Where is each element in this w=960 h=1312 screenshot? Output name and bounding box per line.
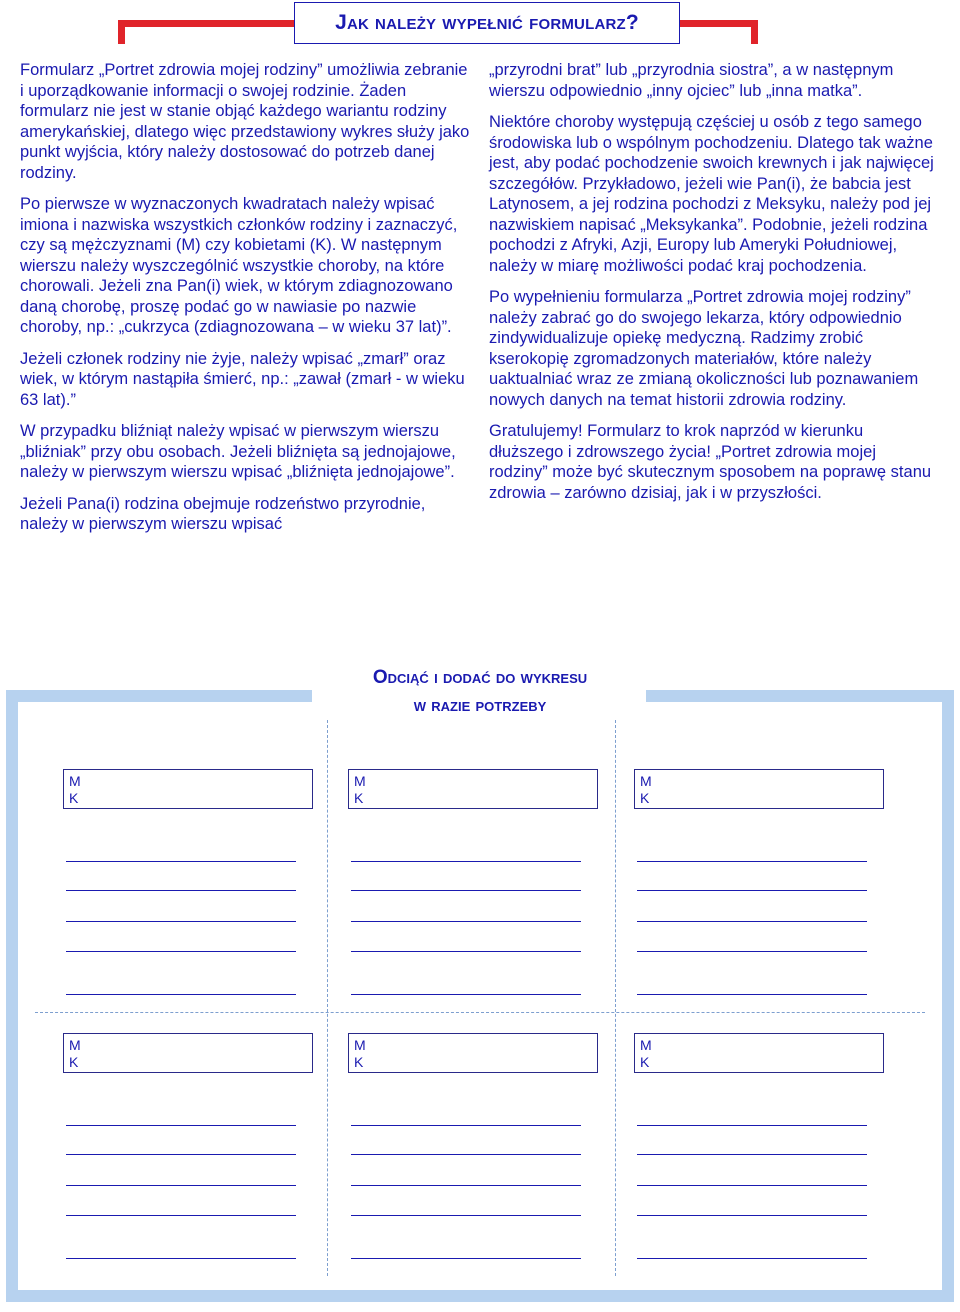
female-label: K (640, 1054, 650, 1070)
write-in-line[interactable] (66, 861, 296, 862)
paragraph: Po wypełnieniu formularza „Portret zdrowia mojej rodziny” należy zabrać go do swojego lekarza, który odpowiednio zindywidualizuje opiekę medyczną. Radzimy zrobić kserokopię zgromadzonych materiałów, które należy uaktualniać wraz ze zmianą okoliczności lub poznawaniem nowych danych na temat historii zdrowia rodziny. (489, 288, 919, 409)
male-label: M (354, 773, 366, 789)
write-in-line[interactable] (637, 921, 867, 922)
member-name-box[interactable] (634, 769, 884, 809)
female-label: K (354, 1054, 364, 1070)
cutout-title-line2: w razie potrzeby (413, 695, 547, 716)
write-in-line[interactable] (351, 1185, 581, 1186)
write-in-line[interactable] (66, 1185, 296, 1186)
cutout-title-line1: Odciąć i dodać do wykresu (372, 667, 588, 688)
right-text-column (489, 60, 939, 514)
write-in-line[interactable] (66, 994, 296, 995)
write-in-line[interactable] (351, 951, 581, 952)
male-label: M (69, 1037, 81, 1053)
write-in-line[interactable] (637, 1215, 867, 1216)
cut-line-vertical (327, 720, 328, 1276)
write-in-line[interactable] (351, 921, 581, 922)
left-text-column (20, 60, 470, 546)
write-in-line[interactable] (351, 994, 581, 995)
member-name-box[interactable] (348, 1033, 598, 1073)
write-in-line[interactable] (66, 1154, 296, 1155)
female-label: K (69, 1054, 79, 1070)
write-in-line[interactable] (637, 861, 867, 862)
write-in-line[interactable] (351, 1258, 581, 1259)
write-in-line[interactable] (351, 890, 581, 891)
write-in-line[interactable] (637, 1185, 867, 1186)
write-in-line[interactable] (351, 1154, 581, 1155)
paragraph: Formularz „Portret zdrowia mojej rodziny” umożliwia zebranie i uporządkowanie informacji o swojej rodzinie. Żaden formularz nie jest w stanie objąć każdego wariantu rodziny amerykańskiej, dlatego więc przedstawiony wykres służy jako punkt wyjścia, który należy dostosować do potrzeb danej rodziny. (20, 61, 470, 182)
male-label: M (640, 773, 652, 789)
write-in-line[interactable] (66, 890, 296, 891)
female-label: K (354, 790, 364, 806)
paragraph: Gratulujemy! Formularz to krok naprzód w kierunku dłuższego i zdrowszego życia! „Portret zdrowia mojej rodziny” może być skutecznym sposobem na poprawę stanu zdrowia – zarówno dzisiaj, jak i w przyszłości. (489, 422, 932, 502)
cutout-title (290, 664, 670, 720)
male-label: M (354, 1037, 366, 1053)
write-in-line[interactable] (637, 951, 867, 952)
write-in-line[interactable] (66, 1125, 296, 1126)
member-name-box[interactable] (63, 1033, 313, 1073)
write-in-line[interactable] (637, 1125, 867, 1126)
paragraph: Jeżeli Pana(i) rodzina obejmuje rodzeństwo przyrodnie, należy w pierwszym wierszu wpisać (20, 494, 426, 533)
male-label: M (640, 1037, 652, 1053)
header-title-box (294, 2, 680, 44)
paragraph: Jeżeli członek rodziny nie żyje, należy wpisać „zmarł” oraz wiek, w którym nastąpiła śmierć, np.: „zawał (zmarł - w wieku 63 lat).” (20, 349, 465, 409)
cutout-frame-top-left (6, 690, 312, 702)
cutout-frame-top-right (646, 690, 954, 702)
write-in-line[interactable] (66, 921, 296, 922)
page-title: Jak należy wypełnić formularz? (335, 11, 639, 34)
female-label: K (640, 790, 650, 806)
write-in-line[interactable] (351, 1215, 581, 1216)
member-name-box[interactable] (634, 1033, 884, 1073)
female-label: K (69, 790, 79, 806)
paragraph: Po pierwsze w wyznaczonych kwadratach należy wpisać imiona i nazwiska wszystkich członków rodziny i zaznaczyć, czy są mężczyznami (M) czy kobietami (K). W następnym wierszu należy wyszczególnić wszystkie choroby, na które chorowali. Jeżeli zna Pan(i) wiek, w którym zdiagnozowano daną chorobę, proszę podać go w nawiasie po nazwie choroby, np.: „cukrzyca (zdiagnozowana – w wieku 37 lat)”. (20, 195, 458, 336)
cut-line-vertical (615, 720, 616, 1276)
write-in-line[interactable] (351, 861, 581, 862)
write-in-line[interactable] (637, 994, 867, 995)
member-name-box[interactable] (348, 769, 598, 809)
write-in-line[interactable] (66, 1258, 296, 1259)
write-in-line[interactable] (66, 1215, 296, 1216)
paragraph: W przypadku bliźniąt należy wpisać w pierwszym wierszu „bliźniak” przy obu osobach. Jeżeli bliźnięta są jednojajowe, należy w pierwszym wierszu wpisać „bliźnięta jednojajowe”. (20, 422, 456, 481)
member-name-box[interactable] (63, 769, 313, 809)
write-in-line[interactable] (66, 951, 296, 952)
write-in-line[interactable] (637, 890, 867, 891)
male-label: M (69, 773, 81, 789)
cut-line-horizontal (35, 1012, 925, 1013)
write-in-line[interactable] (351, 1125, 581, 1126)
paragraph: „przyrodni brat” lub „przyrodnia siostra”, a w następnym wierszu odpowiednio „inny ojciec” lub „inna matka”. (489, 61, 894, 100)
paragraph: Niektóre choroby występują częściej u osób z tego samego środowiska lub o wspólnym pochodzeniu. Dlatego tak ważne jest, aby podać pochodzenie swoich krewnych i jak najwięcej szczegółów. Przykładowo, jeżeli wie Pan(i), że babcia jest Latynosem, a jej rodzina pochodzi z Meksyku, należy pod jej nazwiskiem napisać „Meksykanka”. Podobnie, jeżeli rodzina pochodzi z Afryki, Azji, Europy lub Ameryki Południowej, należy w miarę możliwości podać kraj pochodzenia. (489, 113, 934, 275)
write-in-line[interactable] (637, 1154, 867, 1155)
write-in-line[interactable] (637, 1258, 867, 1259)
